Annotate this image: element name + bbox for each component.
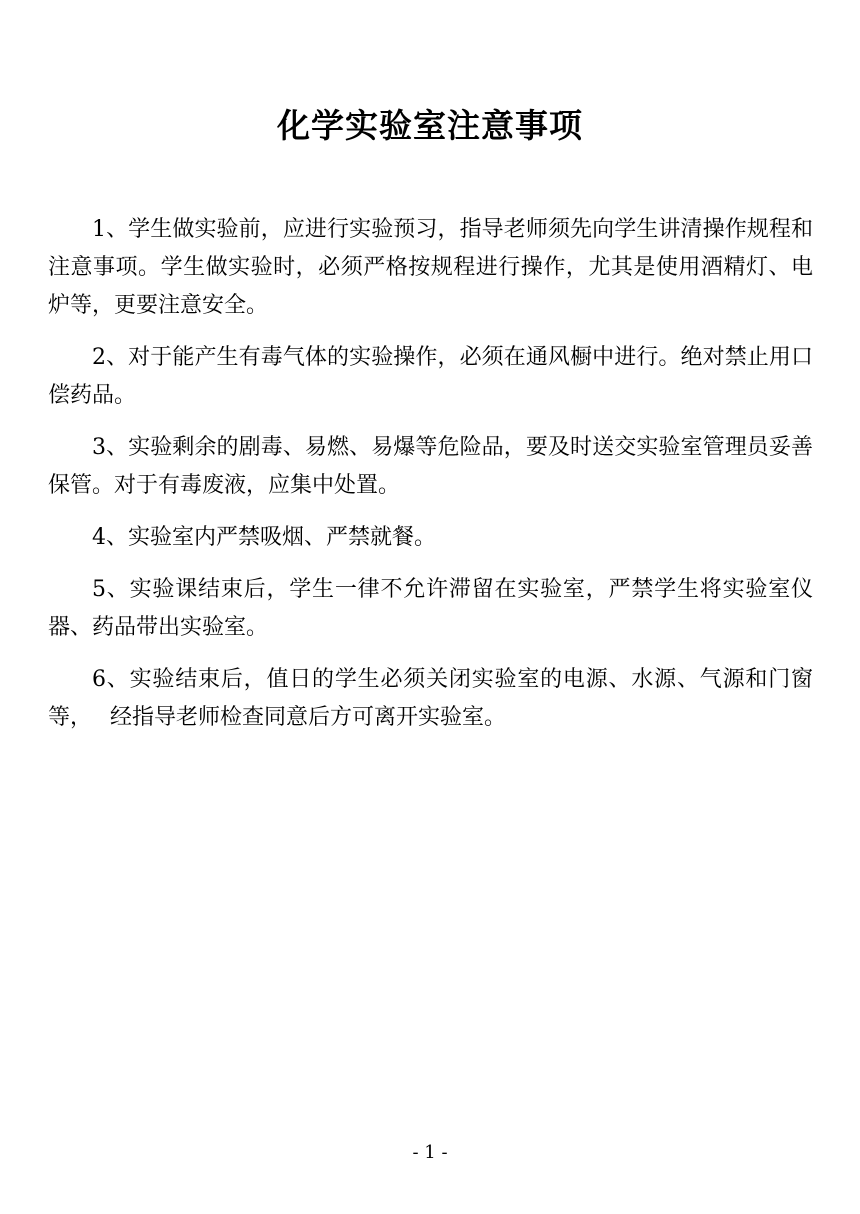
- document-title: 化学实验室注意事项: [277, 106, 583, 145]
- document-body: [48, 211, 813, 751]
- paragraph-4: 4、实验室内严禁吸烟、严禁就餐。: [92, 525, 436, 550]
- page-number: - 1 -: [412, 1142, 448, 1163]
- paragraph-5: 5、实验课结束后，学生一律不允许滞留在实验室，严禁学生将实验室仪器、药品带出实验室。: [48, 577, 813, 640]
- paragraph-6: 6、实验结束后，值日的学生必须关闭实验室的电源、水源、气源和门窗等， 经指导老师检查同意后方可离开实验室。: [48, 667, 813, 730]
- paragraph-1: 1、学生做实验前，应进行实验预习，指导老师须先向学生讲清操作规程和注意事项。学生做实验时，必须严格按规程进行操作，尤其是使用酒精灯、电炉等，更要注意安全。: [48, 217, 813, 318]
- paragraph-2: 2、对于能产生有毒气体的实验操作，必须在通风橱中进行。绝对禁止用口偿药品。: [48, 345, 813, 408]
- paragraph-3: 3、实验剩余的剧毒、易燃、易爆等危险品，要及时送交实验室管理员妥善保管。对于有毒废液，应集中处置。: [48, 435, 813, 498]
